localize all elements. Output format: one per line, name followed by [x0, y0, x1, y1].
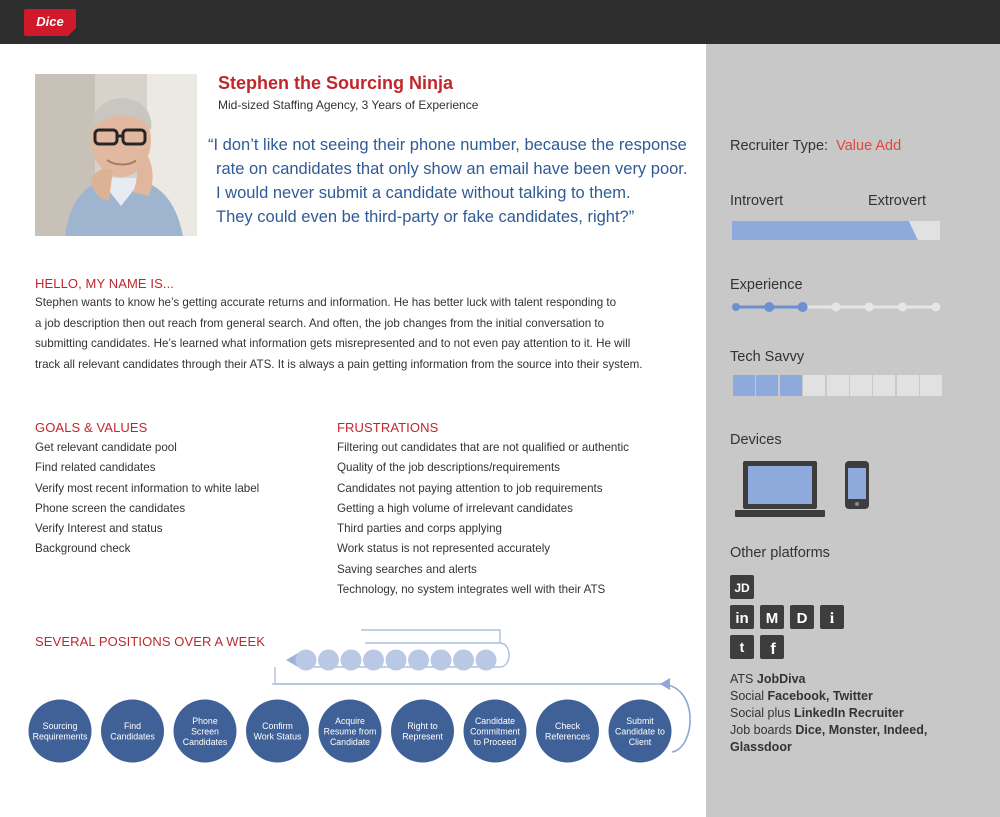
personality-meter [732, 221, 940, 240]
persona-name: Stephen the Sourcing Ninja [218, 73, 454, 93]
experience-dot [931, 303, 940, 312]
monster-glyph: M [765, 610, 779, 627]
tech-savvy-cell [850, 375, 872, 396]
quote-line: rate on candidates that only show an email have been very poor. [216, 160, 688, 178]
workflow-step-label: Client [628, 737, 652, 747]
queue-dot [453, 650, 474, 671]
goals-list [35, 438, 259, 560]
logo-text: Dice [36, 14, 64, 29]
workflow-step-label: Check [555, 721, 580, 731]
frustration-item: Technology, no system integrates well with their ATS [337, 583, 606, 597]
about-heading: HELLO, MY NAME IS... [35, 276, 175, 291]
frustration-item: Filtering out candidates that are not qualified or authentic [337, 441, 629, 454]
workflow-step-label: Requirements [32, 731, 88, 742]
dice-glyph: D [796, 610, 808, 627]
indeed-icon[interactable] [820, 605, 844, 629]
quote-line: “I don’t like not seeing their phone number, because the response [208, 136, 687, 154]
workflow-step-label: Candidates [182, 737, 228, 747]
workflow-step-label: References [545, 731, 590, 742]
persona-quote [208, 133, 698, 229]
goal-item: Phone screen the candidates [35, 501, 186, 515]
queue-dot [363, 650, 384, 671]
experience-dot [732, 303, 740, 311]
social-line [730, 689, 873, 703]
platforms-label: Other platforms [730, 545, 830, 561]
job-boards-line [730, 723, 927, 737]
personality-meter-fill [732, 221, 918, 240]
social-value: Facebook, Twitter [767, 689, 873, 703]
extrovert-label: Extrovert [868, 193, 927, 209]
workflow-step-label: Screen [191, 726, 219, 737]
goal-item: Verify Interest and status [35, 522, 163, 536]
workflow-step [464, 700, 527, 763]
linkedin-icon[interactable] [730, 605, 754, 629]
experience-dot [798, 302, 808, 312]
tech-savvy-cell [827, 375, 849, 396]
workflow-step-label: Find [123, 721, 142, 731]
ats-label: ATS [730, 672, 754, 686]
jobdiva-icon[interactable] [730, 575, 754, 599]
social-plus-value: LinkedIn Recruiter [793, 706, 904, 720]
about-line: a job description then out reach from general search. And often, the job changes from the initial conversation to [35, 316, 605, 330]
persona-subtitle: Mid-sized Staffing Agency, 3 Years of Experience [218, 98, 479, 112]
linkedin-glyph: in [735, 610, 749, 627]
frustration-item: Third parties and corps applying [337, 522, 502, 536]
goals-heading: GOALS & VALUES [35, 420, 148, 435]
dice-logo[interactable] [24, 9, 76, 36]
goal-item: Get relevant candidate pool [35, 441, 177, 454]
recruiter-type [730, 138, 901, 154]
social-label: Social [730, 689, 765, 703]
workflow-step-label: Confirm [262, 721, 293, 731]
experience-meter [728, 297, 948, 317]
social-plus-line [730, 706, 904, 720]
workflow-step-label: Right to [407, 721, 438, 731]
workflow-step [29, 700, 92, 763]
workflow-step-label: Candidate [474, 716, 516, 726]
frustration-item: Quality of the job descriptions/requirements [337, 461, 560, 475]
monster-icon[interactable] [760, 605, 784, 629]
queue-dots [296, 650, 497, 671]
workflow-steps [29, 700, 672, 763]
tech-savvy-cell [873, 375, 895, 396]
experience-dot [831, 303, 840, 312]
job-boards-line-2 [730, 740, 792, 754]
personality-meter-graphic [732, 221, 940, 240]
facebook-icon[interactable] [760, 635, 784, 659]
quote-line: I would never submit a candidate without talking to them. [216, 184, 631, 202]
introvert-label: Introvert [730, 193, 784, 209]
jobdiva-glyph: JD [734, 581, 750, 595]
workflow-step [319, 700, 382, 763]
social-plus-label: Social plus [730, 706, 791, 720]
indeed-glyph: i [829, 610, 835, 627]
queue-dot [341, 650, 362, 671]
tech-savvy-cell [733, 375, 755, 396]
frustrations-list [337, 438, 629, 600]
frustrations-heading: FRUSTRATIONS [337, 420, 439, 435]
tech-savvy-cell [897, 375, 919, 396]
queue-dot [476, 650, 497, 671]
workflow-step-label: Sourcing [42, 721, 78, 731]
workflow-step-label: Submit [626, 716, 654, 726]
tech-savvy-cell [920, 375, 942, 396]
workflow-step-label: Phone [192, 716, 218, 726]
about-line: Stephen wants to know he’s getting accurate returns and information. He has better luck with talent responding to [35, 296, 617, 309]
workflow-step-label: Candidate [329, 737, 371, 747]
workflow-step-label: Candidates [110, 731, 155, 742]
recruiter-type-label: Recruiter Type: [730, 138, 829, 154]
dice-icon[interactable] [790, 605, 814, 629]
workflow-step [174, 700, 237, 763]
tech-savvy-cell [803, 375, 825, 396]
workflow-step [101, 700, 164, 763]
about-line: submitting candidates. He’s learned what information gets misrepresented and to not even pay attention to it. He will [35, 337, 631, 350]
ats-value: JobDiva [756, 672, 806, 686]
workflow-step [536, 700, 599, 763]
workflow-step-label: Represent [402, 731, 443, 742]
devices-label: Devices [730, 432, 782, 448]
job-boards-value: Dice, Monster, Indeed, [795, 723, 928, 737]
workflow-step [609, 700, 672, 763]
twitter-glyph: t [739, 639, 745, 655]
ats-line [730, 672, 806, 686]
workflow-step-label: Work Status [253, 731, 302, 742]
workflow-diagram [0, 620, 706, 817]
experience-dot [865, 303, 874, 312]
experience-dot [764, 302, 774, 312]
persona-photo [35, 74, 197, 236]
workflow-step-label: to Proceed [473, 737, 517, 747]
queue-dot [408, 650, 429, 671]
frustration-item: Saving searches and alerts [337, 562, 477, 576]
job-boards-label: Job boards [730, 723, 792, 737]
workflow-step-label: Commitment [470, 726, 520, 737]
goal-item: Background check [35, 542, 131, 556]
workflow-heading: SEVERAL POSITIONS OVER A WEEK [35, 634, 265, 649]
workflow-step-label: Acquire [335, 716, 365, 726]
smartphone-icon [844, 460, 870, 510]
workflow-step-label: Candidate to [615, 726, 665, 737]
workflow-step-label: Resume from [323, 726, 377, 737]
queue-dot [318, 650, 339, 671]
goal-item: Verify most recent information to white label [35, 481, 260, 495]
recruiter-type-value: Value Add [836, 138, 902, 154]
tech-savvy-label: Tech Savvy [730, 349, 805, 365]
frustration-item: Work status is not represented accurately [337, 542, 551, 556]
queue-dot [431, 650, 452, 671]
workflow-step [391, 700, 454, 763]
frustration-item: Candidates not paying attention to job requirements [337, 481, 603, 495]
queue-dot [386, 650, 407, 671]
goal-item: Find related candidates [35, 461, 156, 475]
tech-savvy-cell [756, 375, 778, 396]
queue-dot [296, 650, 317, 671]
tech-savvy-cell [780, 375, 802, 396]
quote-line: They could even be third-party or fake candidates, right?” [216, 208, 635, 226]
workflow-step [246, 700, 309, 763]
experience-dot [898, 303, 907, 312]
facebook-glyph: f [770, 641, 776, 658]
frustration-item: Getting a high volume of irrelevant candidates [337, 501, 573, 515]
about-text [35, 293, 675, 375]
top-bar [0, 0, 1000, 44]
laptop-icon [734, 459, 826, 519]
about-line: track all relevant candidates through their ATS. It is always a pain getting information from the source into their system. [35, 357, 643, 371]
experience-label: Experience [730, 277, 803, 293]
twitter-icon[interactable] [730, 635, 754, 659]
persona-portrait-image [35, 74, 197, 236]
job-boards-value-2: Glassdoor [730, 740, 792, 754]
